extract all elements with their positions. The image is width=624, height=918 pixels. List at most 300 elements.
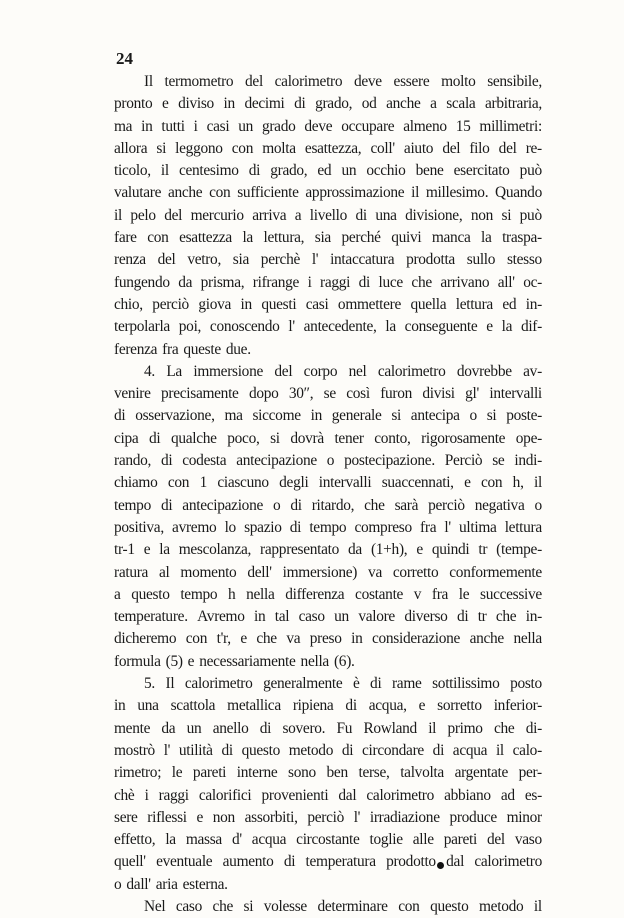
word: anche	[386, 95, 421, 113]
word: si	[270, 429, 280, 447]
word: ben	[326, 764, 348, 782]
word: codesta	[182, 452, 227, 470]
word: il	[495, 741, 504, 759]
text-line	[114, 182, 542, 204]
word: questi	[261, 295, 297, 313]
word: due.	[225, 340, 251, 358]
word: antecipazione	[182, 496, 263, 514]
word: ultima	[459, 518, 497, 536]
word: che	[493, 719, 515, 737]
word: del	[245, 73, 263, 90]
word: ritardo,	[311, 496, 355, 514]
word: con	[167, 474, 190, 492]
word: antecipa	[410, 407, 460, 425]
word: in	[254, 608, 266, 626]
word: in	[240, 295, 252, 313]
word: arrivano	[440, 273, 490, 291]
word: furon	[380, 385, 413, 403]
word: primo	[447, 719, 483, 737]
word: il	[114, 206, 122, 224]
word: valore	[358, 608, 395, 626]
text-line	[114, 450, 542, 472]
word: calorimetro	[274, 73, 343, 90]
word: che	[411, 273, 432, 291]
word: e	[416, 541, 423, 559]
word: di	[259, 719, 272, 737]
word: suaccennati,	[381, 474, 454, 492]
word: chiamo	[114, 474, 158, 492]
word: sia	[232, 251, 249, 269]
text-line	[114, 874, 542, 896]
word: molto	[441, 73, 476, 90]
word: la	[501, 318, 513, 336]
word: nella	[300, 652, 329, 670]
word: dicheremo	[114, 630, 177, 648]
word: nel	[348, 362, 367, 380]
word: all'	[497, 273, 515, 291]
word: che	[256, 630, 277, 648]
word: od	[361, 95, 377, 113]
word: pelo	[130, 206, 156, 224]
word: di	[294, 95, 306, 113]
word: la	[165, 831, 176, 849]
word: bene	[415, 162, 444, 180]
word: Il	[144, 73, 153, 90]
word: calorimetro	[184, 675, 253, 693]
word: terse,	[358, 764, 390, 782]
word: da	[178, 273, 193, 291]
word: immersione)	[282, 563, 358, 581]
word: poste-	[506, 407, 542, 425]
text-line	[114, 294, 542, 316]
word: divisione,	[405, 206, 463, 224]
word: av-	[523, 362, 542, 380]
word: aumento	[222, 853, 274, 871]
word: decimi	[244, 95, 285, 113]
word: centesimo	[178, 162, 239, 180]
word: interne	[236, 764, 278, 782]
word: prodotto	[386, 853, 436, 871]
word: calorifici	[198, 786, 252, 804]
word: cipa	[114, 429, 139, 447]
word: un	[334, 608, 349, 626]
word: fare	[114, 229, 137, 247]
text-line	[114, 160, 542, 182]
word: questo	[430, 897, 469, 915]
word: i	[193, 117, 198, 135]
word: Nel	[144, 897, 166, 915]
word: tutti	[161, 117, 185, 135]
word: calorimetro	[474, 853, 542, 871]
text-line	[114, 116, 542, 138]
word: necessariamente	[199, 652, 296, 670]
word: re-	[525, 139, 542, 157]
word: l'	[444, 518, 451, 536]
word: essere	[393, 73, 430, 90]
word: generale	[331, 407, 382, 425]
word: del	[164, 206, 183, 224]
word: e	[486, 318, 493, 336]
word: perchè	[260, 251, 301, 269]
word: Rowland	[363, 719, 417, 737]
text-line	[114, 695, 542, 717]
word: di	[341, 741, 354, 759]
word: una	[375, 206, 397, 224]
text-line	[114, 316, 542, 338]
word: valutare	[114, 184, 162, 202]
word: renza	[114, 251, 146, 269]
word: dovrebbe	[456, 362, 512, 380]
word: eventuale	[156, 853, 213, 871]
word: mente	[114, 719, 151, 737]
word: prisma,	[200, 273, 245, 291]
word: osservazione,	[135, 407, 215, 425]
word: manca	[431, 229, 471, 247]
word: raggi	[158, 786, 189, 804]
ink-spot	[437, 862, 444, 869]
word: il	[533, 474, 542, 492]
word: quella	[410, 295, 447, 313]
word: traspa-	[502, 229, 542, 247]
word: dif-	[520, 318, 542, 336]
word: esercitato	[453, 162, 510, 180]
word: vetro,	[187, 251, 221, 269]
word: perché	[341, 229, 381, 247]
word: con	[231, 139, 254, 157]
word: grado	[261, 117, 296, 135]
word: ad	[500, 786, 515, 804]
word: qualche	[170, 429, 217, 447]
word: e	[196, 808, 204, 826]
text-line	[114, 383, 542, 405]
word: fra	[420, 518, 437, 536]
word: conseguente	[404, 318, 478, 336]
word: ticolo,	[114, 162, 151, 180]
word: la	[385, 318, 396, 336]
word: approssimazione	[305, 184, 405, 202]
text-line	[114, 539, 542, 561]
word: di	[456, 608, 469, 626]
word: deve	[304, 117, 333, 135]
word: 15	[455, 117, 471, 135]
text-line	[114, 495, 542, 517]
word: coll'	[370, 139, 395, 157]
word: se	[492, 452, 505, 470]
word: esattezza	[179, 229, 232, 247]
word: indi-	[514, 452, 542, 470]
word: anello	[212, 719, 249, 737]
word: costante	[355, 585, 404, 603]
text-line	[114, 851, 542, 873]
word: rimetro;	[114, 764, 162, 782]
text-line	[114, 339, 542, 361]
word: va	[368, 563, 382, 581]
word: positiva,	[114, 518, 164, 536]
word: casi	[305, 295, 329, 313]
word: ommettere	[337, 295, 402, 313]
word: del	[157, 251, 176, 269]
word: 4.	[144, 362, 155, 380]
word: compreso	[354, 518, 412, 536]
word: del	[274, 362, 293, 380]
word: poi,	[178, 318, 202, 336]
word: un	[341, 162, 357, 180]
word: circostante	[296, 831, 360, 849]
word: luce	[378, 273, 403, 291]
word: che	[364, 496, 385, 514]
word: successive	[480, 585, 542, 603]
word: mostrò	[114, 741, 155, 759]
text-line	[114, 227, 542, 249]
word: sufficiente	[237, 184, 299, 202]
word: sia	[314, 229, 331, 247]
word: sarà	[394, 496, 419, 514]
word: utilità	[178, 741, 213, 759]
text-line	[114, 272, 542, 294]
word: il	[411, 184, 420, 202]
word: e	[418, 697, 426, 715]
word: tempo	[180, 585, 218, 603]
word: arbitraria,	[485, 95, 542, 113]
word: tener	[334, 429, 364, 447]
word: considerazione	[371, 630, 461, 648]
word: molta	[262, 139, 296, 157]
word: intervalli	[318, 474, 372, 492]
word: i	[307, 273, 312, 291]
word: di	[289, 518, 302, 536]
word: sottilissimo	[432, 675, 500, 693]
word: gl'	[465, 385, 479, 403]
word: in	[114, 697, 126, 715]
text-line	[114, 249, 542, 271]
word: provenienti	[261, 786, 329, 804]
word: non	[212, 808, 235, 826]
text-line	[114, 606, 542, 628]
word: circondare	[361, 741, 424, 759]
word: si	[391, 407, 401, 425]
word: leggono	[175, 139, 223, 157]
word: t'r,	[216, 630, 231, 648]
word: toglie	[369, 831, 403, 849]
word: a	[294, 206, 302, 224]
word: con	[185, 630, 208, 648]
word: inferior-	[493, 697, 542, 715]
word: o	[114, 875, 122, 893]
page-number: 24	[116, 49, 133, 68]
word: la	[242, 229, 253, 247]
word: quell'	[114, 853, 146, 871]
word: metodo	[479, 897, 524, 915]
word: di	[432, 741, 445, 759]
word: d'	[231, 831, 242, 849]
text-line	[114, 740, 542, 762]
word: corpo	[303, 362, 338, 380]
word: di	[114, 407, 126, 425]
word: produce	[449, 808, 497, 826]
word: di	[290, 496, 302, 514]
word: momento	[180, 563, 237, 581]
word: e	[143, 541, 151, 559]
word: rifrange	[252, 273, 300, 291]
text-line	[114, 785, 542, 807]
word: volesse	[263, 897, 307, 915]
word: riflessi	[147, 808, 187, 826]
word: vaso	[514, 831, 542, 849]
word: perciò	[307, 808, 344, 826]
word: abbiano	[444, 786, 491, 804]
word: antecedente,	[303, 318, 377, 336]
word: si	[501, 206, 512, 224]
text-line	[114, 762, 542, 784]
word: metodo	[288, 741, 334, 759]
word: grado,	[270, 162, 308, 180]
word: del	[498, 139, 517, 157]
word: da	[161, 719, 176, 737]
word: dal	[338, 786, 357, 804]
word: e	[464, 474, 471, 492]
word: ratura	[114, 563, 149, 581]
word: di	[283, 853, 296, 871]
word: calorimetro	[366, 786, 435, 804]
word: in	[223, 95, 235, 113]
word: irradiazione	[369, 808, 440, 826]
word: precisamente	[161, 385, 239, 403]
word: acqua	[251, 831, 287, 849]
word: sere	[114, 808, 138, 826]
word: calorimetro	[377, 362, 446, 380]
word: intervalli	[489, 385, 542, 403]
word: si	[243, 897, 254, 915]
word: lettura	[504, 518, 542, 536]
word: prodotta	[406, 251, 455, 269]
word: perciò	[152, 295, 189, 313]
word: che	[212, 897, 234, 915]
word: formula	[114, 652, 161, 670]
word: caso	[175, 897, 203, 915]
word: sono	[288, 764, 316, 782]
word: postecipazione.	[344, 452, 435, 470]
word: mescolanza,	[178, 541, 252, 559]
word: non	[470, 206, 494, 224]
word: occupare	[341, 117, 395, 135]
word: tr-1	[114, 541, 135, 559]
word: anche	[167, 184, 203, 202]
word: raggi	[320, 273, 351, 291]
word: con	[209, 184, 231, 202]
word: ripiena	[292, 697, 334, 715]
text-line	[114, 405, 542, 427]
word: sovero.	[282, 719, 326, 737]
text-line	[114, 71, 542, 93]
word: di-	[525, 719, 542, 737]
word: tempo	[309, 518, 347, 536]
word: va	[286, 630, 301, 648]
word: (tempe-	[496, 541, 542, 559]
word: o	[326, 452, 335, 470]
word: fungendo	[114, 273, 170, 291]
word: avremo	[172, 518, 217, 536]
word: divisi	[422, 385, 455, 403]
word: filo	[469, 139, 490, 157]
word: l'	[311, 251, 319, 269]
word: questo	[131, 585, 170, 603]
text-line	[114, 93, 542, 115]
word: ope-	[515, 429, 542, 447]
word: minor	[506, 808, 542, 826]
word: si	[486, 407, 497, 425]
text-line	[114, 651, 542, 673]
word: stesso	[506, 251, 542, 269]
word: dell'	[247, 563, 272, 581]
word: in-	[525, 608, 542, 626]
word: metallica	[227, 697, 281, 715]
word: con	[398, 897, 420, 915]
word: fra	[162, 340, 179, 358]
body-text	[114, 71, 542, 918]
word: Il	[165, 675, 175, 693]
word: h	[228, 585, 236, 603]
word: l'	[288, 318, 295, 336]
word: degli	[279, 474, 309, 492]
word: in	[310, 407, 322, 425]
word: livello	[309, 206, 347, 224]
word: spazio	[244, 518, 282, 536]
word: del	[442, 139, 461, 157]
text-line	[114, 584, 542, 606]
word: per-	[518, 764, 542, 782]
word: di	[160, 452, 173, 470]
word: tr	[478, 541, 488, 559]
word: che	[495, 608, 517, 626]
word: immersione	[193, 362, 264, 380]
word: tal	[274, 608, 290, 626]
word: in	[141, 117, 153, 135]
word: chè	[114, 786, 135, 804]
word: lo	[224, 518, 236, 536]
word: può	[519, 162, 542, 180]
word: aiuto	[403, 139, 434, 157]
word: La	[166, 362, 182, 380]
text-line	[114, 718, 542, 740]
word: generalmente	[263, 675, 343, 693]
word: (1+h),	[370, 541, 408, 559]
text-line	[114, 517, 542, 539]
word: si	[156, 139, 167, 157]
word: rando,	[114, 452, 152, 470]
word: queste	[183, 340, 221, 358]
word: rappresentato	[260, 541, 340, 559]
word: l'	[353, 808, 361, 826]
word: un	[186, 719, 202, 737]
word: Fu	[336, 719, 353, 737]
word: acqua,	[368, 697, 407, 715]
word: ciascuno	[217, 474, 269, 492]
word: ma	[224, 407, 243, 425]
word: tr	[477, 608, 487, 626]
word: esterna.	[182, 875, 228, 893]
word: temperatura	[305, 853, 376, 871]
word: pronto	[114, 95, 153, 113]
word: questo	[241, 741, 280, 759]
word: sullo	[466, 251, 496, 269]
word: termometro	[164, 73, 234, 90]
word: in	[351, 630, 363, 648]
word: allora	[114, 139, 148, 157]
word: millimetri:	[479, 117, 542, 135]
text-line	[114, 472, 542, 494]
word: l'	[163, 741, 171, 759]
word: nella	[513, 630, 542, 648]
